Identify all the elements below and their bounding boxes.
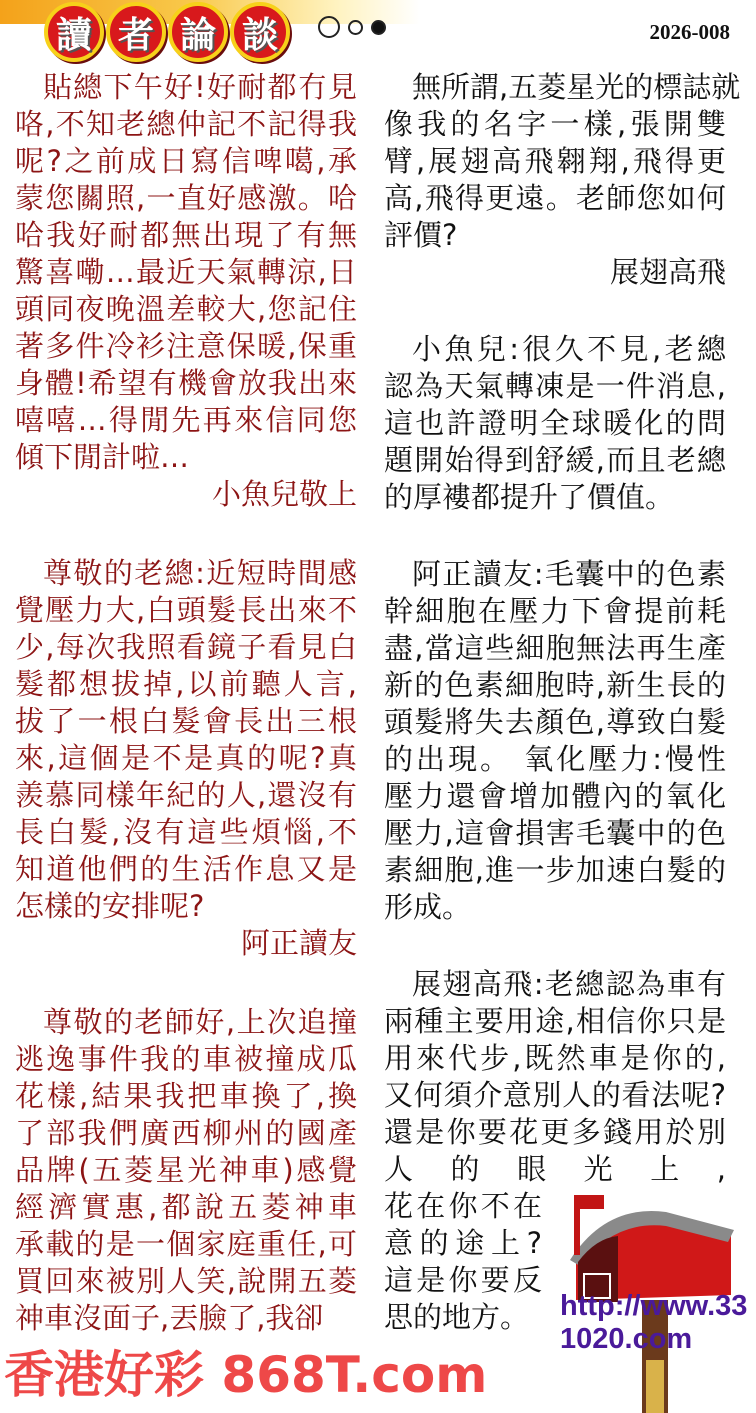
text-line: 品牌(五菱星光神車)感覺 xyxy=(15,1153,357,1187)
text-line: 題開始得到舒緩,而且老總 xyxy=(384,443,726,477)
text-line: 蒙您關照,一直好感激。哈 xyxy=(15,181,357,215)
column-title xyxy=(44,2,290,62)
text-line: 長白髮,沒有這些煩惱,不 xyxy=(15,815,357,849)
text-line: 貼總下午好!好耐都冇見 xyxy=(43,70,357,104)
reader-letter xyxy=(15,555,357,962)
editor-reply xyxy=(384,331,726,516)
text-line: 的厚褸都提升了價值。 xyxy=(384,480,675,514)
text-line: 壓力,這會損害毛囊中的色 xyxy=(384,816,726,850)
text-line: 高,飛得更遠。老師您如何 xyxy=(384,181,726,215)
text-line: 展翅高飛:老總認為車有 xyxy=(412,967,726,1001)
text-line: 評價? xyxy=(384,218,458,252)
text-line: 幹細胞在壓力下會提前耗 xyxy=(384,594,726,628)
text-line: 逃逸事件我的車被撞成瓜 xyxy=(15,1042,357,1076)
text-line: 拔了一根白髮會長出三根 xyxy=(15,704,357,738)
title-badge: 者 xyxy=(106,2,166,62)
text-line: 呢?之前成日寫信啤噶,承 xyxy=(15,144,357,178)
text-line: 尊敬的老總:近短時間感 xyxy=(43,556,357,590)
text-line: 認為天氣轉凍是一件消息, xyxy=(384,369,726,403)
text-line: 素細胞,進一步加速白髮的 xyxy=(384,853,726,887)
signature: 小魚兒敬上 xyxy=(211,477,357,511)
text-line: 哈我好耐都無出現了有無 xyxy=(15,218,357,252)
text-line: 小魚兒:很久不見,老總 xyxy=(412,332,726,366)
text-line: 傾下閒計啦… xyxy=(15,440,190,474)
text-line: 來,這個是不是真的呢?真 xyxy=(15,741,357,775)
text-line: 髮都想拔掉,以前聽人言, xyxy=(15,667,357,701)
text-line: 頭髮將失去顏色,導致白髮 xyxy=(384,705,726,739)
text-line: 知道他們的生活作息又是 xyxy=(15,852,357,886)
text-line: 人的眼光上, xyxy=(384,1152,726,1186)
text-line: 神車沒面子,丟臉了,我卻 xyxy=(15,1301,324,1335)
large-circle-icon xyxy=(318,16,340,38)
text-line: 了部我們廣西柳州的國產 xyxy=(15,1116,357,1150)
text-line: 盡,當這些細胞無法再生產 xyxy=(384,631,726,665)
text-line: 這也許證明全球暖化的問 xyxy=(384,406,726,440)
text-line: 花在你不在 xyxy=(384,1189,542,1223)
signature: 展翅高飛 xyxy=(609,255,726,289)
text-line: 阿正讀友:毛囊中的色素 xyxy=(412,557,726,591)
text-line: 這是你要反 xyxy=(384,1263,542,1297)
text-line: 咯,不知老總仲記不記得我 xyxy=(15,107,357,141)
text-line: 用來代步,既然車是你的, xyxy=(384,1041,726,1075)
watermark-868t: 香港好彩 868T.com xyxy=(4,1346,488,1404)
title-badge: 讀 xyxy=(44,2,104,62)
text-line: 無所謂,五菱星光的標誌就 xyxy=(412,70,741,104)
text-line: 少,每次我照看鏡子看見白 xyxy=(15,630,357,664)
title-badge: 談 xyxy=(230,2,290,62)
text-line: 花樣,結果我把車換了,換 xyxy=(15,1079,357,1113)
text-line: 形成。 xyxy=(384,890,472,924)
text-line: 兩種主要用途,相信你只是 xyxy=(384,1004,726,1038)
text-line: 臂,展翅高飛翱翔,飛得更 xyxy=(384,144,726,178)
watermark-url: http://www.331020.com xyxy=(560,1290,748,1355)
text-line: 的出現。 氧化壓力:慢性 xyxy=(384,742,726,776)
text-line: 頭同夜晚溫差較大,您記住 xyxy=(15,292,357,326)
text-line: 新的色素細胞時,新生長的 xyxy=(384,668,726,702)
text-line: 意的途上? xyxy=(384,1226,542,1260)
editor-reply xyxy=(384,69,741,291)
filled-circle-icon xyxy=(371,20,386,35)
text-line: 經濟實惠,都說五菱神車 xyxy=(15,1190,357,1224)
text-line: 尊敬的老師好,上次追撞 xyxy=(43,1005,357,1039)
text-line: 又何須介意別人的看法呢? xyxy=(384,1078,726,1112)
text-line: 覺壓力大,白頭髮長出來不 xyxy=(15,593,357,627)
text-line: 羨慕同樣年紀的人,還沒有 xyxy=(15,778,357,812)
reader-letter xyxy=(15,1004,357,1337)
signature: 阿正讀友 xyxy=(240,926,357,960)
text-line: 像我的名字一樣,張開雙 xyxy=(384,107,726,141)
text-line: 身體!希望有機會放我出來 xyxy=(15,366,357,400)
small-circle-icon xyxy=(348,20,363,35)
issue-number: 2026-008 xyxy=(649,20,730,44)
text-line: 還是你要花更多錢用於別 xyxy=(384,1115,726,1149)
text-line: 思的地方。 xyxy=(384,1300,530,1334)
title-badge: 論 xyxy=(168,2,228,62)
text-line: 承載的是一個家庭重任,可 xyxy=(15,1227,357,1261)
text-line: 驚喜嘞…最近天氣轉涼,日 xyxy=(15,255,357,289)
text-line: 壓力還會增加體內的氧化 xyxy=(384,779,726,813)
text-line: 買回來被別人笑,說開五菱 xyxy=(15,1264,357,1298)
editor-reply xyxy=(384,556,726,926)
text-line: 嘻嘻…得閒先再來信同您 xyxy=(15,403,357,437)
decorative-dots xyxy=(318,16,386,38)
text-line: 著多件冷衫注意保暖,保重 xyxy=(15,329,357,363)
text-line: 怎樣的安排呢? xyxy=(15,889,205,923)
reader-letter xyxy=(15,69,357,513)
